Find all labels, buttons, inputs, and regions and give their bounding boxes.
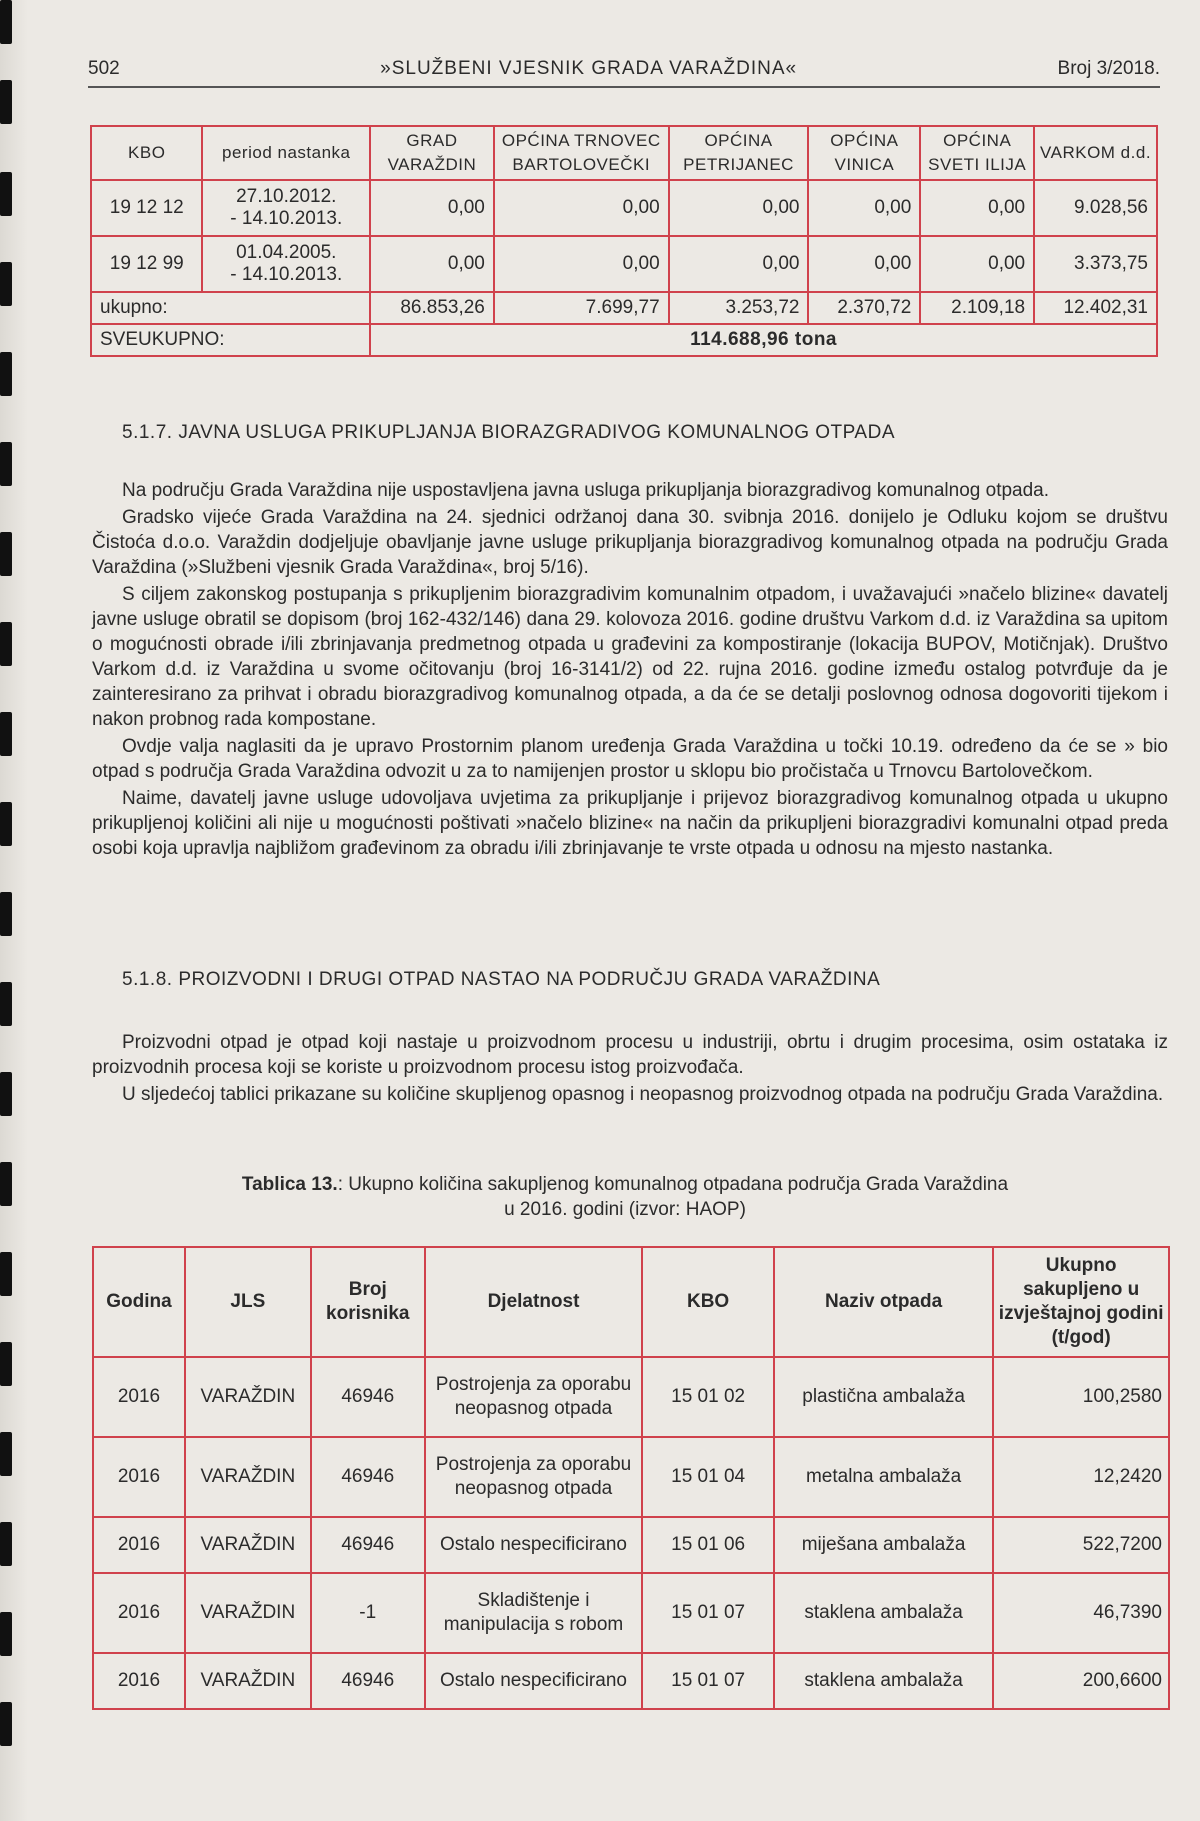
activity-cell: Ostalo nespecificirano <box>425 1517 643 1573</box>
quantity-cell: 522,7200 <box>993 1517 1169 1573</box>
value-cell: 0,00 <box>669 180 809 236</box>
quantity-cell: 100,2580 <box>993 1357 1169 1437</box>
column-header: KBO <box>642 1247 774 1357</box>
industrial-waste-table <box>92 1246 1170 1710</box>
table-row <box>93 1573 1169 1653</box>
activity-cell: Postrojenja za oporabu neopasnog otpada <box>425 1437 643 1517</box>
total-cell: 3.253,72 <box>669 292 809 324</box>
totals-label: ukupno: <box>91 292 370 324</box>
quantity-cell: 12,2420 <box>993 1437 1169 1517</box>
waste-name-cell: plastična ambalaža <box>774 1357 993 1437</box>
year-cell: 2016 <box>93 1517 185 1573</box>
jls-cell: VARAŽDIN <box>185 1357 311 1437</box>
users-cell: 46946 <box>311 1517 425 1573</box>
column-header: Ukupno sakupljeno u izvještajnoj godini (t/god) <box>993 1247 1169 1357</box>
total-cell: 7.699,77 <box>494 292 669 324</box>
column-header: Djelatnost <box>425 1247 643 1357</box>
kbo-cell: 19 12 99 <box>91 236 202 292</box>
paragraph: Proizvodni otpad je otpad koji nastaje u proizvodnom procesu u industriji, obrtu i drugim procesima, osim ostataka iz proizvodnih procesa koji se koriste u proizvodnom procesu istog proizvođača. <box>92 1032 1168 1078</box>
table-row <box>93 1653 1169 1709</box>
value-cell: 0,00 <box>370 236 494 292</box>
kbo-cell: 19 12 12 <box>91 180 202 236</box>
column-header: KBO <box>91 126 202 180</box>
period-start: 27.10.2012. <box>236 186 337 207</box>
caption-text-line2: u 2016. godini (izvor: HAOP) <box>504 1199 746 1220</box>
binding-ring <box>0 262 12 306</box>
period-cell <box>202 236 370 292</box>
jls-cell: VARAŽDIN <box>185 1517 311 1573</box>
total-cell: 12.402,31 <box>1034 292 1157 324</box>
kbo-cell: 15 01 07 <box>642 1573 774 1653</box>
jls-cell: VARAŽDIN <box>185 1437 311 1517</box>
section-5-1-8-body <box>92 1030 1168 1109</box>
binding-ring <box>0 1162 12 1206</box>
total-cell: 86.853,26 <box>370 292 494 324</box>
column-header: VARKOM d.d. <box>1034 126 1157 180</box>
binding-ring <box>0 1612 12 1656</box>
kbo-cell: 15 01 04 <box>642 1437 774 1517</box>
waste-name-cell: miješana ambalaža <box>774 1517 993 1573</box>
activity-cell: Skladištenje i manipulacija s robom <box>425 1573 643 1653</box>
column-header: OPĆINA PETRIJANEC <box>669 126 809 180</box>
total-cell: 2.109,18 <box>920 292 1034 324</box>
waste-name-cell: staklena ambalaža <box>774 1653 993 1709</box>
section-heading-5-1-7: 5.1.7. JAVNA USLUGA PRIKUPLJANJA BIORAZGRADIVOG KOMUNALNOG OTPADA <box>122 422 895 443</box>
binding-ring <box>0 892 12 936</box>
users-cell: -1 <box>311 1573 425 1653</box>
totals-row <box>91 292 1157 324</box>
users-cell: 46946 <box>311 1357 425 1437</box>
year-cell: 2016 <box>93 1653 185 1709</box>
period-end: - 14.10.2013. <box>230 264 343 285</box>
column-header: Naziv otpada <box>774 1247 993 1357</box>
jls-cell: VARAŽDIN <box>185 1573 311 1653</box>
value-cell: 0,00 <box>494 236 669 292</box>
table-row <box>93 1437 1169 1517</box>
column-header: OPĆINA TRNOVEC BARTOLOVEČKI <box>494 126 669 180</box>
period-cell <box>202 180 370 236</box>
activity-cell: Postrojenja za oporabu neopasnog otpada <box>425 1357 643 1437</box>
paragraph: Naime, davatelj javne usluge udovoljava uvjetima za prikupljanje i prijevoz biorazgradivog komunalnog otpada u ukupno prikupljenoj količini ali nije u mogućnosti poštivati »načelo blizine« na način da prikupljeni biorazgradivi komunalni otpad preda osobi koja upravlja najbližom građevinom za obradu i/ili zbrinjavanje te vrste otpada u odnosu na mjesto nastanka. <box>92 788 1168 859</box>
quantity-cell: 46,7390 <box>993 1573 1169 1653</box>
binding-ring <box>0 0 12 44</box>
binding-ring <box>0 1522 12 1566</box>
paragraph: S ciljem zakonskog postupanja s prikupljenim biorazgradivim komunalnim otpadom, i uvažavajući »načelo blizine« davatelj javne usluge obratil se dopisom (broj 162-432/146) dana 29. kolovoza 2016. godine društvu Varkom d.d. iz Varaždina sa upitom o mogućnosti obrade i/ili zbrinjavanja predmetnog otpada u građevini za kompostiranje (lokacija BUPOV, Motičnjak). Društvo Varkom d.d. iz Varaždina u svome očitovanju (broj 16-3141/2) od 22. rujna 2016. godine između ostalog potvrđuje da je zainteresirano za prihvat i obradu biorazgradivog komunalnog otpada, a da će se detalji poslovnog odnosa dogovoriti tijekom i nakon probnog rada kompostane. <box>92 584 1168 730</box>
binding-ring <box>0 1702 12 1746</box>
issue-number: Broj 3/2018. <box>1057 58 1160 79</box>
jls-cell: VARAŽDIN <box>185 1653 311 1709</box>
paragraph: Na području Grada Varaždina nije uspostavljena javna usluga prikupljanja biorazgradivog komunalnog otpada. <box>122 480 1050 501</box>
grand-total-label: SVEUKUPNO: <box>91 324 370 356</box>
kbo-cell: 15 01 06 <box>642 1517 774 1573</box>
column-header: period nastanka <box>202 126 370 180</box>
activity-cell: Ostalo nespecificirano <box>425 1653 643 1709</box>
value-cell: 9.028,56 <box>1034 180 1157 236</box>
year-cell: 2016 <box>93 1437 185 1517</box>
column-header: GRAD VARAŽDIN <box>370 126 494 180</box>
table-row <box>93 1357 1169 1437</box>
users-cell: 46946 <box>311 1437 425 1517</box>
binding-ring <box>0 1252 12 1296</box>
value-cell: 0,00 <box>920 180 1034 236</box>
kbo-cell: 15 01 02 <box>642 1357 774 1437</box>
column-header: Broj korisnika <box>311 1247 425 1357</box>
waste-name-cell: metalna ambalaža <box>774 1437 993 1517</box>
journal-title: »SLUŽBENI VJESNIK GRADA VARAŽDINA« <box>380 58 798 79</box>
waste-name-cell: staklena ambalaža <box>774 1573 993 1653</box>
users-cell: 46946 <box>311 1653 425 1709</box>
grand-total-value: 114.688,96 tona <box>370 324 1157 356</box>
table-row <box>91 236 1157 292</box>
binding-ring <box>0 1072 12 1116</box>
binding-ring <box>0 712 12 756</box>
period-start: 01.04.2005. <box>236 242 337 263</box>
value-cell: 0,00 <box>669 236 809 292</box>
binding-ring <box>0 532 12 576</box>
caption-text: : Ukupno količina sakupljenog komunalnog otpadana područja Grada Varaždina <box>337 1174 1009 1195</box>
value-cell: 0,00 <box>370 180 494 236</box>
kbo-cell: 15 01 07 <box>642 1653 774 1709</box>
year-cell: 2016 <box>93 1357 185 1437</box>
paragraph: Ovdje valja naglasiti da je upravo Prostornim planom uređenja Grada Varaždina u točki 10.19. određeno da će se » bio otpad s područja Grada Varaždina odvozit u za to namijenjen prostor u sklopu bio pročistača u Trnovcu Bartolovečkom. <box>92 736 1168 782</box>
caption-label: Tablica 13. <box>241 1174 338 1195</box>
table-header-row <box>93 1247 1169 1357</box>
grand-total-row <box>91 324 1157 356</box>
page-header <box>88 58 1160 88</box>
section-5-1-7-body <box>92 478 1168 863</box>
column-header: OPĆINA SVETI ILIJA <box>920 126 1034 180</box>
quantity-cell: 200,6600 <box>993 1653 1169 1709</box>
column-header: Godina <box>93 1247 185 1357</box>
table-caption <box>150 1172 1100 1222</box>
value-cell: 0,00 <box>808 180 920 236</box>
paragraph: Gradsko vijeće Grada Varaždina na 24. sjednici održanoj dana 30. svibnja 2016. donijelo je Odluku kojom se društvu Čistoća d.o.o. Varaždin dodjeljuje obavljanje javne usluge prikupljanja biorazgradivog komunalnog otpada na području Grada Varaždina (»Službeni vjesnik Grada Varaždina«, broj 5/16). <box>92 507 1168 578</box>
binding-ring <box>0 982 12 1026</box>
page-number: 502 <box>88 58 120 79</box>
binding-ring <box>0 802 12 846</box>
value-cell: 3.373,75 <box>1034 236 1157 292</box>
binding-ring <box>0 172 12 216</box>
binding-ring <box>0 622 12 666</box>
table-row <box>91 180 1157 236</box>
binding-ring <box>0 352 12 396</box>
table-header-row <box>91 126 1157 180</box>
year-cell: 2016 <box>93 1573 185 1653</box>
section-heading-5-1-8: 5.1.8. PROIZVODNI I DRUGI OTPAD NASTAO NA PODRUČJU GRADA VARAŽDINA <box>122 969 881 990</box>
table-row <box>93 1517 1169 1573</box>
binding-ring <box>0 1342 12 1386</box>
binding-ring <box>0 442 12 486</box>
total-cell: 2.370,72 <box>808 292 920 324</box>
waste-by-municipality-table <box>90 125 1158 357</box>
binding-ring <box>0 80 12 124</box>
column-header: JLS <box>185 1247 311 1357</box>
value-cell: 0,00 <box>808 236 920 292</box>
binding-ring <box>0 1432 12 1476</box>
period-end: - 14.10.2013. <box>230 208 343 229</box>
value-cell: 0,00 <box>920 236 1034 292</box>
column-header: OPĆINA VINICA <box>808 126 920 180</box>
value-cell: 0,00 <box>494 180 669 236</box>
paragraph: U sljedećoj tablici prikazane su količine skupljenog opasnog i neopasnog proizvodnog otpada na području Grada Varaždina. <box>122 1084 1164 1105</box>
